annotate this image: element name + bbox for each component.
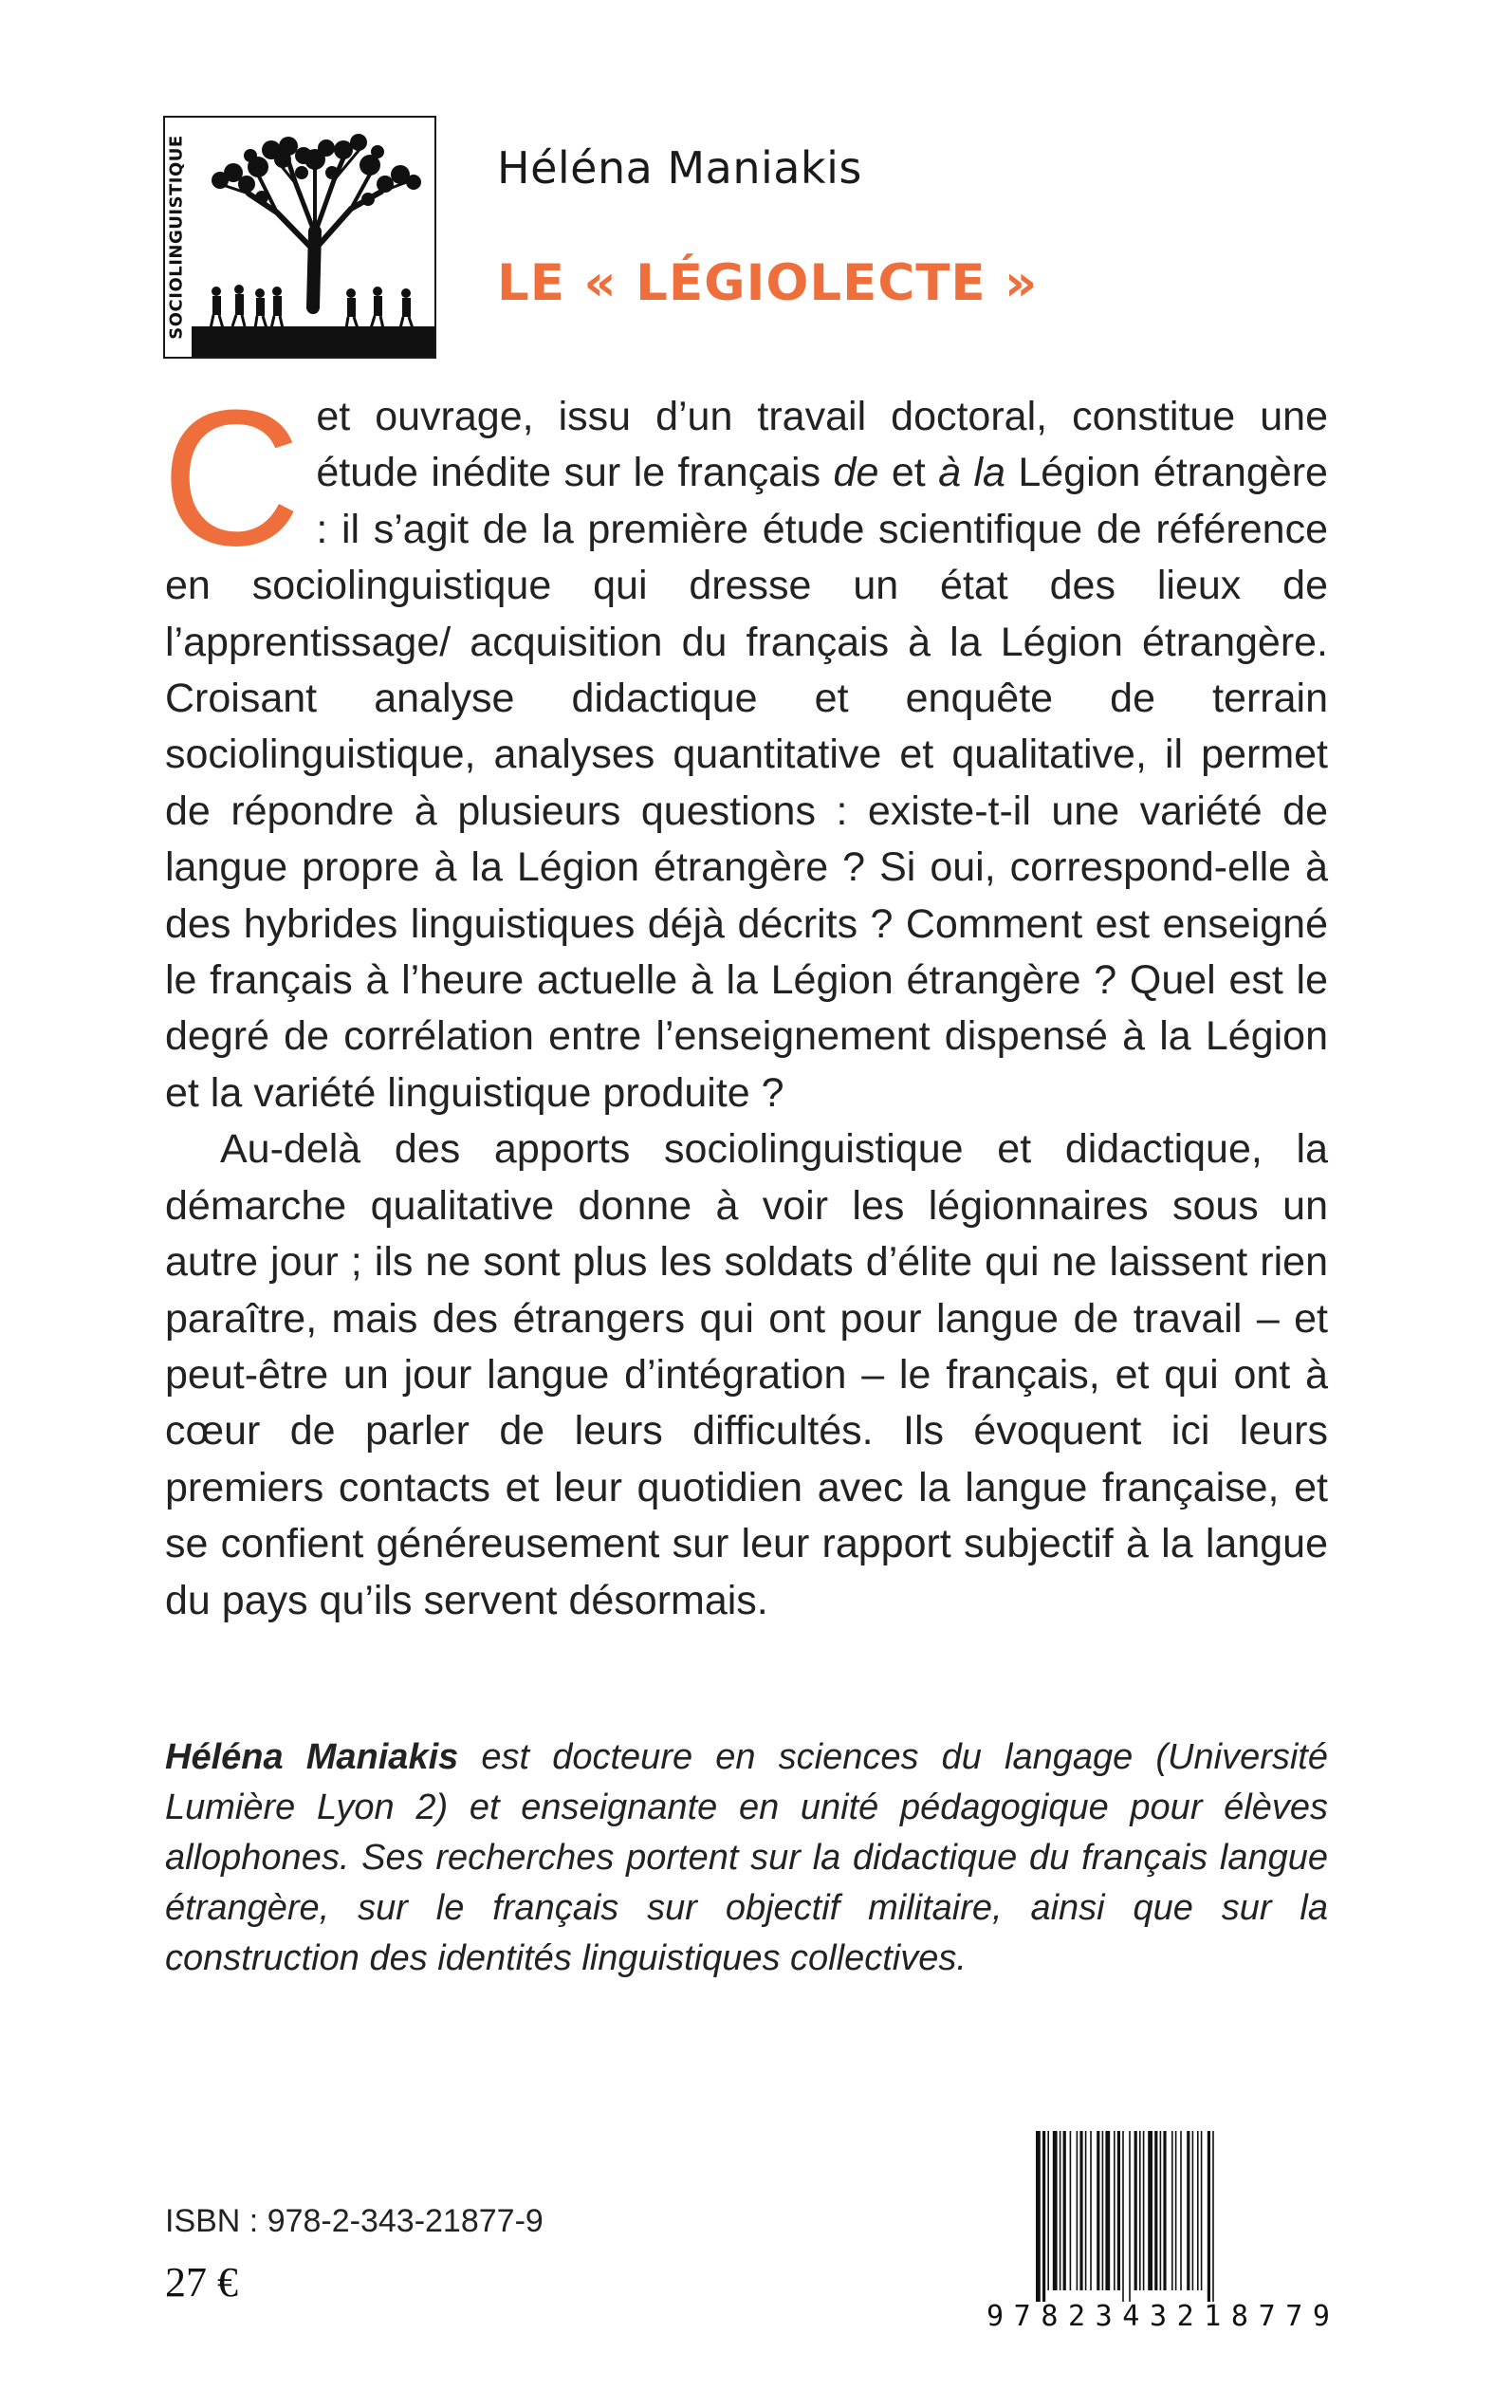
barcode-digit: 3 [1149, 2300, 1167, 2333]
barcode-bar [1097, 2131, 1099, 2290]
barcode-digit: 4 [1122, 2300, 1140, 2333]
barcode-bar [1060, 2131, 1061, 2290]
barcode-bar [1077, 2131, 1079, 2290]
summary-paragraph-1: Cet ouvrage, issu d’un travail doctoral, constitue une étude inédite sur le français de et à la Légion étrangère : il s’agit de la première étude scientifique de référence en sociolinguistique qui dresse un état des lieux de l’apprentissage/ acquisition du français à la Légion étrangère. Croisant analyse didactique et enquête de terrain sociolinguistique, analyses quantitative et qualitative, il permet de répondre à plusieurs questions : existe-t-il une variété de langue propre à la Légion étrangère ? Si oui, correspond-elle à des hybrides linguistiques déjà décrits ? Comment est enseigné le français à l’heure actuelle à la Légion étrangère ? Quel est le degré de corrélation entre l’enseignement dispensé à la Légion et la variété linguistique produite ? [161, 370, 1328, 1116]
barcode-bar [1085, 2131, 1087, 2290]
barcode-bar [1114, 2131, 1116, 2290]
series-label [163, 116, 190, 359]
barcode-bar [1047, 2131, 1049, 2290]
barcode-bar [1042, 2131, 1045, 2302]
barcode-bar [1192, 2131, 1194, 2290]
barcode-bar [1036, 2131, 1041, 2302]
barcode-bar [1090, 2131, 1092, 2290]
barcode-digit: 3 [1095, 2300, 1113, 2333]
barcode-bar [1079, 2131, 1082, 2290]
book-title: LE « LÉGIOLECTE » [497, 254, 1039, 312]
barcode-bar [1212, 2131, 1214, 2302]
price: 27 € [165, 2259, 238, 2306]
barcode-digit: 8 [1230, 2300, 1248, 2333]
barcode-bar [1105, 2131, 1110, 2290]
barcode-bar [1063, 2131, 1066, 2290]
barcode-bar [1134, 2131, 1137, 2290]
barcode-bar [1143, 2131, 1145, 2290]
barcode-bar [1117, 2131, 1120, 2290]
barcode-digit: 1 [1204, 2300, 1222, 2333]
author-bio: Héléna Maniakis est docteure en sciences du langage (Université Lumière Lyon 2) et enseignante en unité pédagogique pour élèves allophones. Ses recherches portent sur la didactique du français langue étrangère, sur le français sur objectif militaire, ainsi que sur la construction des identités linguistiques collectives. [165, 1737, 1328, 1978]
barcode-bar [1070, 2131, 1072, 2290]
barcode-bar [1122, 2131, 1124, 2302]
barcode-bar [1129, 2131, 1131, 2302]
barcode-digit: 8 [1041, 2300, 1059, 2333]
barcode-bar [1197, 2131, 1199, 2290]
barcode-digit: 2 [1067, 2300, 1086, 2333]
barcode-digit: 2 [1176, 2300, 1194, 2333]
barcode-digit: 9 [1312, 2300, 1330, 2333]
barcode-bar [1163, 2131, 1166, 2290]
barcode-bar [1102, 2131, 1104, 2290]
barcode-digits [986, 2300, 1330, 2333]
series-label-text: SOCIOLINGUISTIQUE [166, 135, 187, 340]
isbn: ISBN : 978-2-343-21877-9 [165, 2203, 544, 2239]
series-logo [163, 116, 436, 359]
barcode-bar [1175, 2131, 1177, 2290]
barcode-digit: 7 [1258, 2300, 1276, 2333]
barcode-digit: 7 [1013, 2300, 1031, 2333]
barcode-bar [1201, 2131, 1203, 2290]
author-name: Héléna Maniakis [497, 142, 862, 194]
barcode-bar [1187, 2131, 1189, 2290]
summary-paragraph-2: Au-delà des apports sociolinguistique et didactique, la démarche qualitative donne à voir les légionnaires sous un autre jour ; ils ne sont plus les soldats d’élite qui ne laissent rien paraître, mais des étrangers qui ont pour langue de travail – et peut-être un jour langue d’intégration – le français, et qui ont à cœur de parler de leurs difficultés. Ils évoquent ici leurs premiers contacts et leur quotidien avec la langue française, et se confient généreusement sur leur rapport subjectif à la langue du pays qu’ils servent désormais. [165, 1126, 1328, 1623]
tree-with-walking-people-icon [192, 118, 434, 357]
barcode-bar [1148, 2131, 1152, 2290]
barcode-digit: 7 [1285, 2300, 1303, 2333]
barcode [1034, 2131, 1330, 2302]
barcode-bar [1154, 2131, 1157, 2290]
barcode-bar [1160, 2131, 1162, 2290]
barcode-bar [1180, 2131, 1182, 2290]
drop-cap: C [161, 370, 302, 586]
barcode-bar [1208, 2131, 1210, 2302]
barcode-bar [1053, 2131, 1058, 2290]
barcode-digit: 9 [986, 2300, 1005, 2333]
barcode-bars [1034, 2131, 1330, 2302]
bio-author-name: Héléna Maniakis [165, 1737, 459, 1777]
barcode-bar [1171, 2131, 1173, 2290]
barcode-bar [1139, 2131, 1141, 2290]
book-summary [161, 370, 1328, 1629]
